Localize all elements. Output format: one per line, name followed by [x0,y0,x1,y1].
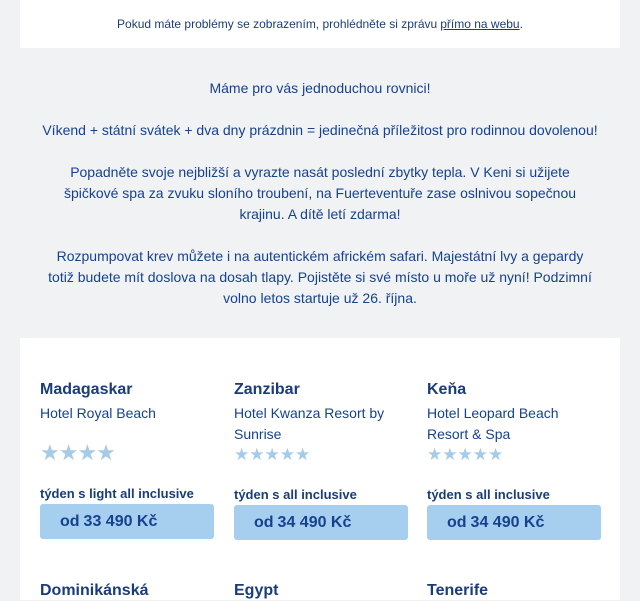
offer-board: týden s all inclusive [427,487,550,502]
intro-paragraph-1: Popadněte svoje nejbližší a vyrazte nasát poslední zbytky tepla. V Keni si užijete špičkové spa za zvuku sloního troubení, na Fuerteventuře zase oslnivou sopečnou krajinu. A dítě letí zdarma! [63,164,577,222]
offer-card-dominikanska[interactable] [40,581,214,601]
star-rating-icon: ★★★★★ [234,445,311,464]
price-prefix: od [60,512,80,530]
offer-card-zanzibar[interactable] [234,380,408,531]
offer-board: týden s all inclusive [234,487,357,502]
offers-grid [20,338,620,600]
intro-text [20,48,620,338]
offer-destination[interactable]: Zanzibar [234,381,300,398]
offer-card-tenerife[interactable] [427,581,601,601]
price-amount: 33 490 Kč [83,512,158,530]
price-prefix: od [447,513,467,531]
web-version-text: Pokud máte problémy se zobrazením, prohlédněte si zprávu [117,17,438,31]
offer-price-button[interactable] [234,505,408,540]
intro-headline: Máme pro vás jednoduchou rovnici! [209,80,431,96]
star-rating-icon: ★★★★★ [427,445,504,464]
star-rating-icon: ★★★★ [40,440,115,465]
offer-destination[interactable]: Keňa [427,381,467,398]
offer-destination[interactable]: Dominikánská [40,582,149,599]
intro-equation: Víkend + státní svátek + dva dny prázdnin = jedinečná příležitost pro rodinnou dovolenou! [42,122,598,138]
intro-paragraph-2: Rozpumpovat krev můžete i na autentickém africkém safari. Majestátní lvy a gepardy totiž budete mít doslova na dosah tlapy. Pojistěte si své místo u moře už nyní! Podzimní volno letos startuje už 26. října. [48,248,592,306]
price-prefix: od [254,513,274,531]
offer-hotel[interactable]: Hotel Royal Beach [40,405,156,421]
offer-destination[interactable]: Egypt [234,582,279,599]
offer-price-button[interactable] [427,505,601,540]
web-version-link[interactable]: přímo na webu [440,17,520,31]
offer-card-egypt[interactable] [234,581,408,601]
web-version-bar [20,0,620,48]
offer-hotel[interactable]: Hotel Leopard Beach Resort & Spa [427,405,559,442]
offer-destination[interactable]: Madagaskar [40,381,133,398]
offer-hotel[interactable]: Hotel Kwanza Resort by Sunrise [234,405,385,442]
offer-card-madagaskar[interactable] [40,380,214,530]
offer-board: týden s light all inclusive [40,486,194,501]
web-version-suffix: . [519,17,523,31]
price-amount: 34 490 Kč [470,513,545,531]
offer-price-button[interactable] [40,504,214,539]
offer-card-kena[interactable] [427,380,601,531]
price-amount: 34 490 Kč [277,513,352,531]
offer-destination[interactable]: Tenerife [427,582,489,599]
